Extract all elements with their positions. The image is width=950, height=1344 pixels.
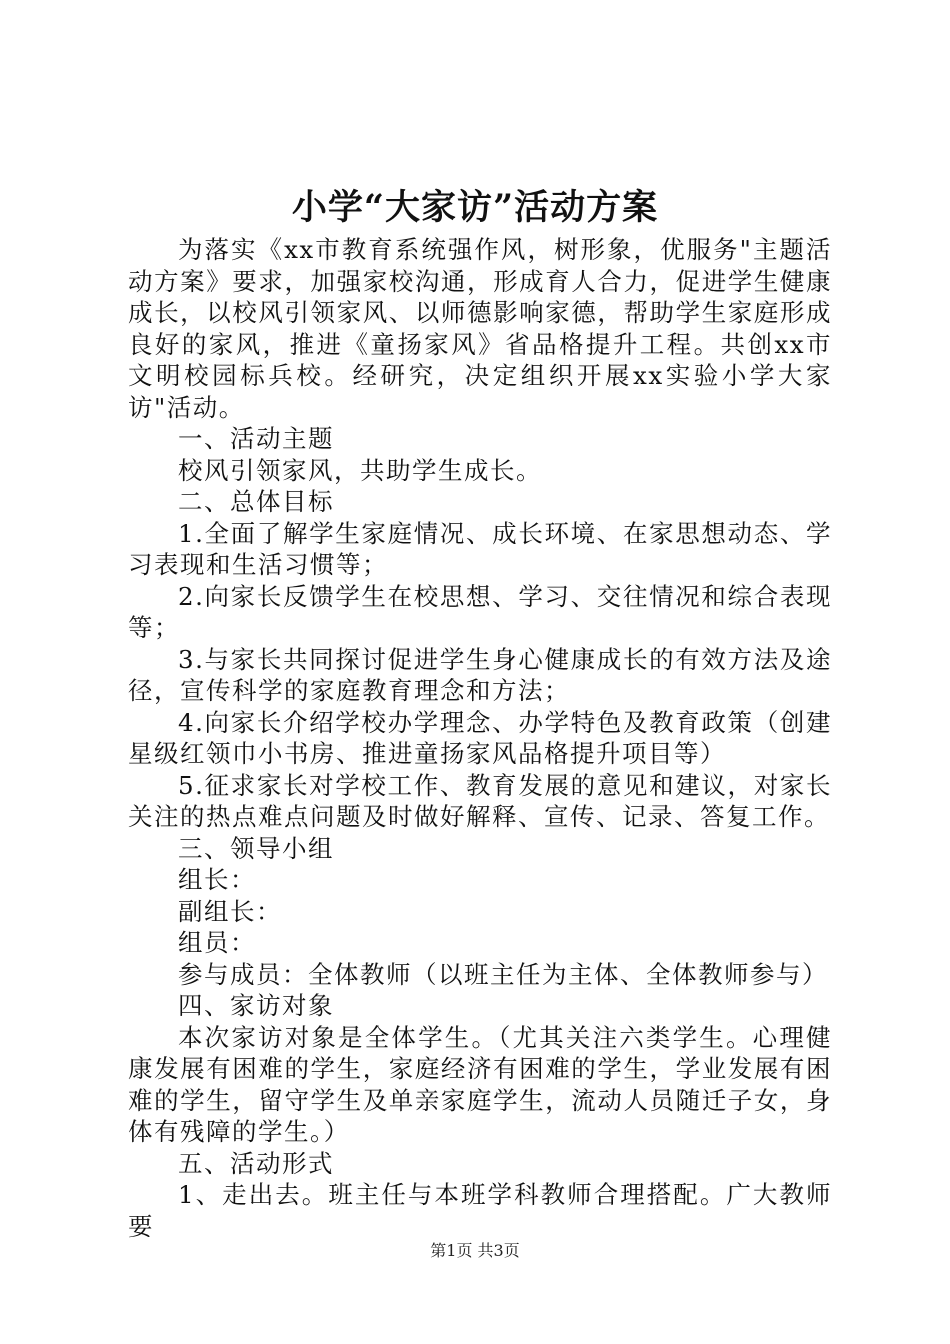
page-title: 小学“大家访”活动方案 xyxy=(291,187,659,228)
goal-item-1: 1.全面了解学生家庭情况、成长环境、在家思想动态、学习表现和生活习惯等； xyxy=(128,518,832,579)
members-line: 组员： xyxy=(178,928,256,957)
section-heading-theme: 一、活动主题 xyxy=(178,424,334,453)
goal-item-3: 3.与家长共同探讨促进学生身心健康成长的有效方法及途径，宣传科学的家庭教育理念和方法； xyxy=(128,644,832,705)
goal-item-4: 4.向家长介绍学校办学理念、办学特色及教育政策（创建星级红领巾小书房、推进童扬家风品格提升项目等） xyxy=(128,707,832,768)
format-item-1: 1、走出去。班主任与本班学科教师合理搭配。广大教师要 xyxy=(128,1180,832,1241)
participants-line: 参与成员：全体教师（以班主任为主体、全体教师参与） xyxy=(178,959,828,989)
intro-paragraph: 为落实《xx市教育系统强作风，树形象，优服务"主题活动方案》要求，加强家校沟通，形成育人合力，促进学生健康成长，以校风引领家风、以师德影响家德，帮助学生家庭形成良好的家风，推进《童扬家风》省品格提升工程。共创xx市文明校园标兵校。经研究，决定组织开展xx实验小学大家访"活动。 xyxy=(128,235,832,422)
page-number-footer: 第1页 共3页 xyxy=(430,1241,520,1260)
document-body xyxy=(128,234,832,1242)
theme-text: 校风引领家风，共助学生成长。 xyxy=(178,455,542,485)
section-heading-leadership: 三、领导小组 xyxy=(178,833,334,863)
goal-item-2: 2.向家长反馈学生在校思想、学习、交往情况和综合表现等； xyxy=(128,581,832,642)
section-heading-targets: 四、家访对象 xyxy=(178,991,334,1020)
targets-paragraph: 本次家访对象是全体学生。（尤其关注六类学生。心理健康发展有困难的学生，家庭经济有困难的学生，学业发展有困难的学生，留守学生及单亲家庭学生，流动人员随迁子女，身体有残障的学生。） xyxy=(128,1022,832,1146)
leader-line: 组长： xyxy=(178,865,256,894)
deputy-leader-line: 副组长： xyxy=(178,896,282,926)
section-heading-format: 五、活动形式 xyxy=(178,1148,334,1178)
section-heading-goals: 二、总体目标 xyxy=(178,487,334,516)
goal-item-5: 5.征求家长对学校工作、教育发展的意见和建议，对家长关注的热点难点问题及时做好解释、宣传、记录、答复工作。 xyxy=(128,770,832,831)
